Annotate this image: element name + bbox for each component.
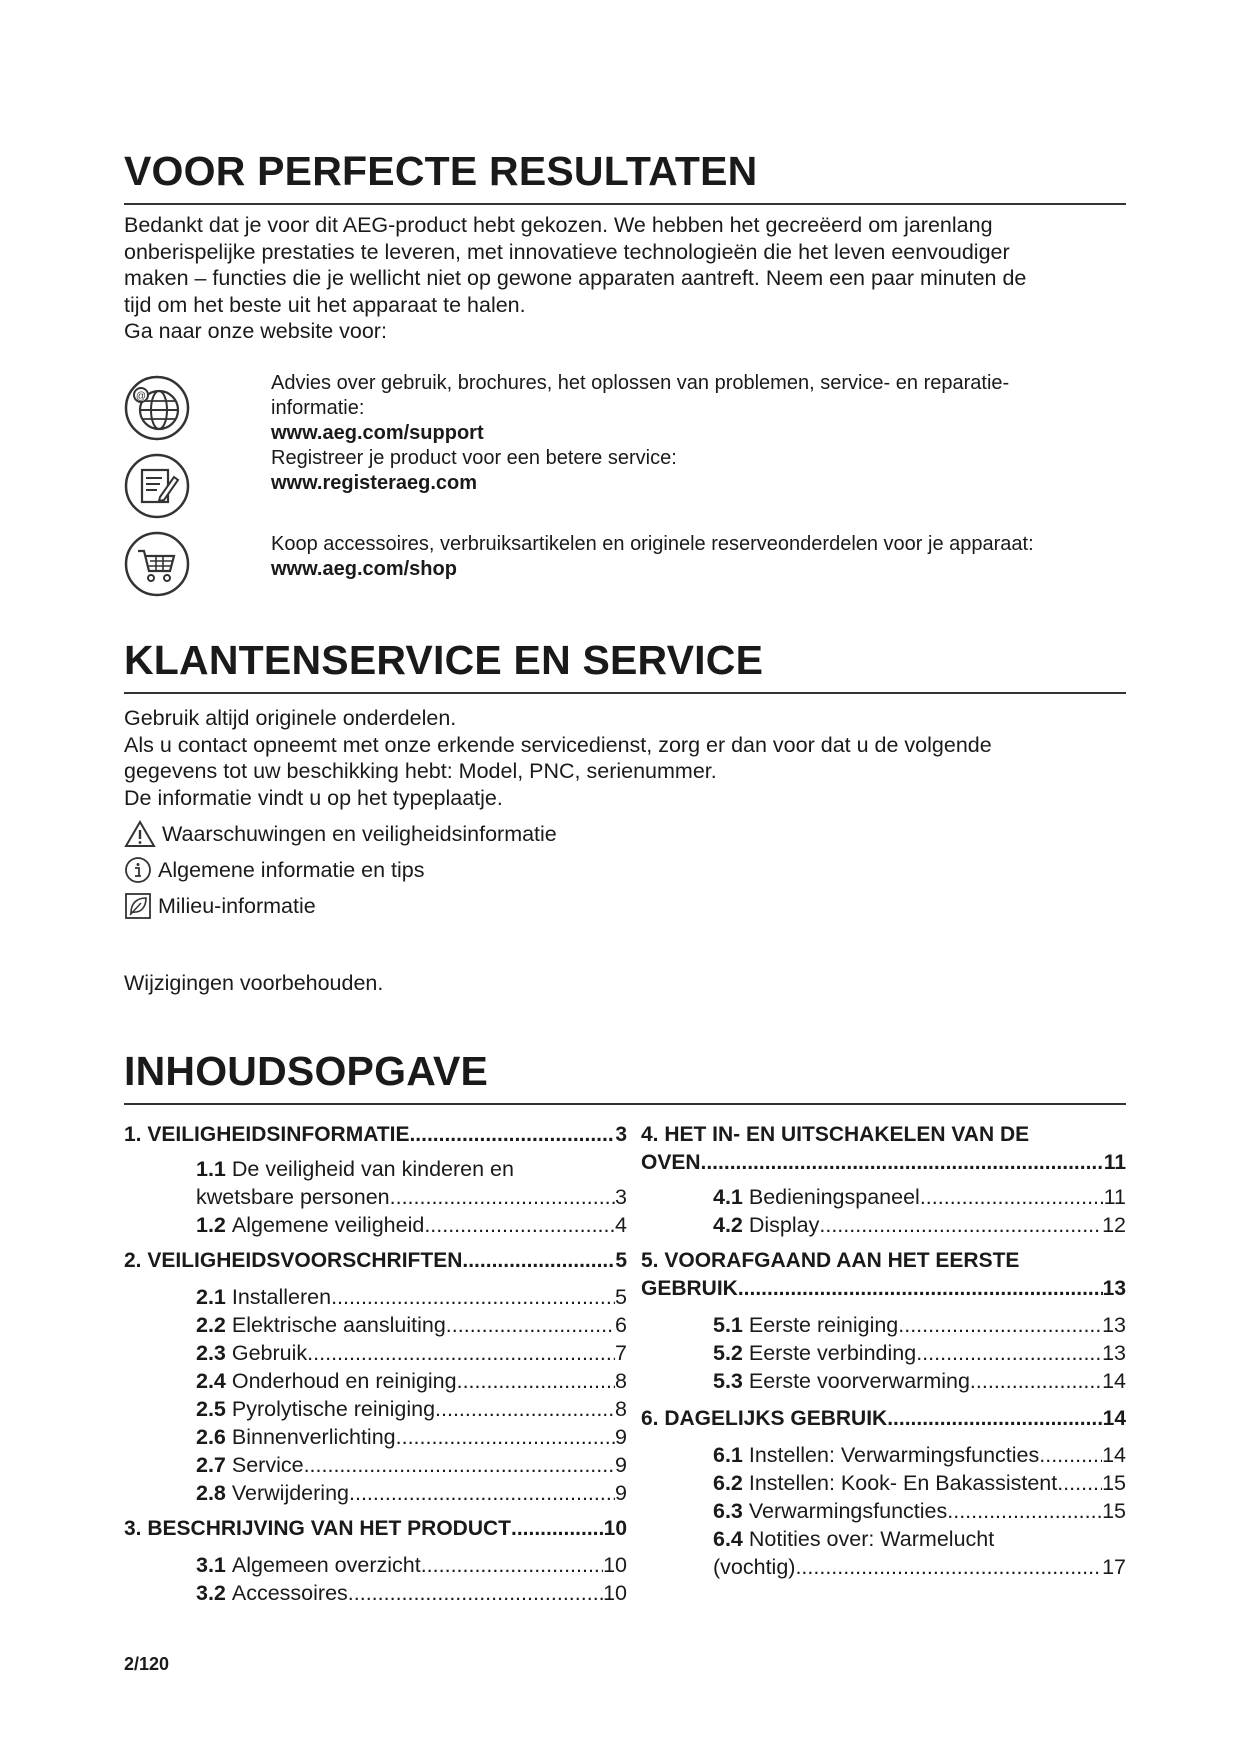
section-title-service: KLANTENSERVICE EN SERVICE [124, 637, 1126, 694]
toc-entry[interactable]: 5.2 Eerste verbinding ..... 13 [713, 1339, 1126, 1367]
toc-entry[interactable]: 2.4 Onderhoud en reiniging ..... 8 [196, 1367, 627, 1395]
support-url-link[interactable]: www.aeg.com/support [271, 422, 484, 444]
toc-entry[interactable]: (vochtig) ..... 17 [713, 1553, 1126, 1581]
changes-note: Wijzigingen voorbehouden. [124, 971, 384, 995]
legend-warning [124, 816, 557, 852]
intro-line: tijd om het beste uit het apparaat te halen. [124, 292, 526, 317]
service-line: Gebruik altijd originele onderdelen. [124, 706, 457, 730]
shop-link-text [271, 532, 1131, 582]
register-link-text [271, 446, 1131, 496]
toc-entry[interactable]: 2.8 Verwijdering ..... 9 [196, 1479, 627, 1507]
toc-entry[interactable]: 6.1 Instellen: Verwarmingsfuncties ..... 14 [713, 1441, 1126, 1469]
intro-text [124, 212, 1126, 345]
toc-entry[interactable]: 5.3 Eerste voorverwarming ..... 14 [713, 1367, 1126, 1395]
toc-entry[interactable]: 4. HET IN- EN UITSCHAKELEN VAN DE [641, 1123, 1030, 1146]
toc-entry[interactable]: 4.1 Bedieningspaneel ..... 11 [713, 1183, 1126, 1211]
warning-icon [124, 820, 156, 848]
toc-entry[interactable]: 2. VEILIGHEIDSVOORSCHRIFTEN ..... 5 [124, 1247, 627, 1275]
section-title-results: VOOR PERFECTE RESULTATEN [124, 148, 1126, 205]
shop-url-link[interactable]: www.aeg.com/shop [271, 558, 457, 580]
toc-entry[interactable]: 6.2 Instellen: Kook- En Bakassistent ..... 15 [713, 1469, 1126, 1497]
toc-entry[interactable]: 4.2 Display ..... 12 [713, 1211, 1126, 1239]
toc-entry[interactable]: 1. VEILIGHEIDSINFORMATIE ..... 3 [124, 1121, 627, 1149]
support-desc-line: Advies over gebruik, brochures, het oplossen van problemen, service- en reparatie- [271, 372, 1010, 394]
cart-icon [124, 531, 190, 597]
toc-entry[interactable]: 2.1 Installeren ..... 5 [196, 1283, 627, 1311]
toc-entry[interactable]: 3. BESCHRIJVING VAN HET PRODUCT ..... 10 [124, 1515, 627, 1543]
info-icon [124, 856, 152, 884]
toc-entry[interactable]: 6.4 Notities over: Warmelucht [713, 1527, 995, 1551]
toc-entry[interactable]: 5. VOORAFGAAND AAN HET EERSTE [641, 1249, 1020, 1272]
toc-entry[interactable]: OVEN ..... 11 [641, 1149, 1126, 1177]
intro-line: onberispelijke prestaties te leveren, met innovatieve technologieën die het leven eenvoudiger [124, 239, 1010, 264]
symbol-legend [124, 816, 557, 924]
toc-entry[interactable]: kwetsbare personen ..... 3 [196, 1183, 627, 1211]
toc-left-column [124, 1121, 627, 1607]
shop-desc-line: Koop accessoires, verbruiksartikelen en originele reserveonderdelen voor je apparaat: [271, 533, 1034, 555]
legend-info [124, 852, 557, 888]
toc-entry[interactable]: 1.1 De veiligheid van kinderen en [196, 1157, 514, 1181]
leaf-icon [124, 892, 152, 920]
register-icon [124, 453, 190, 519]
website-intro: Ga naar onze website voor: [124, 319, 387, 343]
page-number: 2/120 [124, 1654, 170, 1674]
service-line: Als u contact opneemt met onze erkende servicedienst, zorg er dan voor dat u de volgende [124, 732, 992, 757]
legend-environment-label: Milieu-informatie [158, 894, 316, 918]
toc-entry[interactable]: 3.2 Accessoires ..... 10 [196, 1579, 627, 1607]
toc-entry[interactable]: 2.5 Pyrolytische reiniging ..... 8 [196, 1395, 627, 1423]
legend-info-label: Algemene informatie en tips [158, 858, 425, 882]
toc-entry[interactable]: 3.1 Algemeen overzicht ..... 10 [196, 1551, 627, 1579]
support-desc-line: informatie: [271, 397, 365, 419]
globe-icon [124, 375, 190, 441]
toc-entry[interactable]: 2.6 Binnenverlichting ..... 9 [196, 1423, 627, 1451]
register-url-link[interactable]: www.registeraeg.com [271, 472, 477, 494]
support-link-text [271, 371, 1131, 446]
toc-entry[interactable]: 2.2 Elektrische aansluiting ..... 6 [196, 1311, 627, 1339]
section-title-toc: INHOUDSOPGAVE [124, 1048, 1126, 1105]
service-text [124, 705, 1126, 811]
service-line: gegevens tot uw beschikking hebt: Model, PNC, serienummer. [124, 759, 717, 783]
legend-warning-label: Waarschuwingen en veiligheidsinformatie [162, 822, 557, 846]
toc-right-column [641, 1121, 1126, 1581]
toc-entry[interactable]: 6. DAGELIJKS GEBRUIK ..... 14 [641, 1405, 1126, 1433]
toc-entry[interactable]: 5.1 Eerste reiniging ..... 13 [713, 1311, 1126, 1339]
legend-environment [124, 888, 557, 924]
svg-text:@: @ [135, 391, 147, 402]
toc-entry[interactable]: 1.2 Algemene veiligheid ..... 4 [196, 1211, 627, 1239]
intro-line: maken – functies die je wellicht niet op gewone apparaten aantreft. Neem een paar minuten de [124, 266, 1027, 290]
toc-entry[interactable]: GEBRUIK ..... 13 [641, 1275, 1126, 1303]
service-line: De informatie vindt u op het typeplaatje. [124, 785, 503, 810]
register-desc-line: Registreer je product voor een betere service: [271, 447, 677, 469]
toc-entry[interactable]: 6.3 Verwarmingsfuncties ..... 15 [713, 1497, 1126, 1525]
intro-line: Bedankt dat je voor dit AEG-product hebt gekozen. We hebben het gecreëerd om jarenlang [124, 213, 993, 237]
toc-entry[interactable]: 2.7 Service ..... 9 [196, 1451, 627, 1479]
toc-entry[interactable]: 2.3 Gebruik ..... 7 [196, 1339, 627, 1367]
